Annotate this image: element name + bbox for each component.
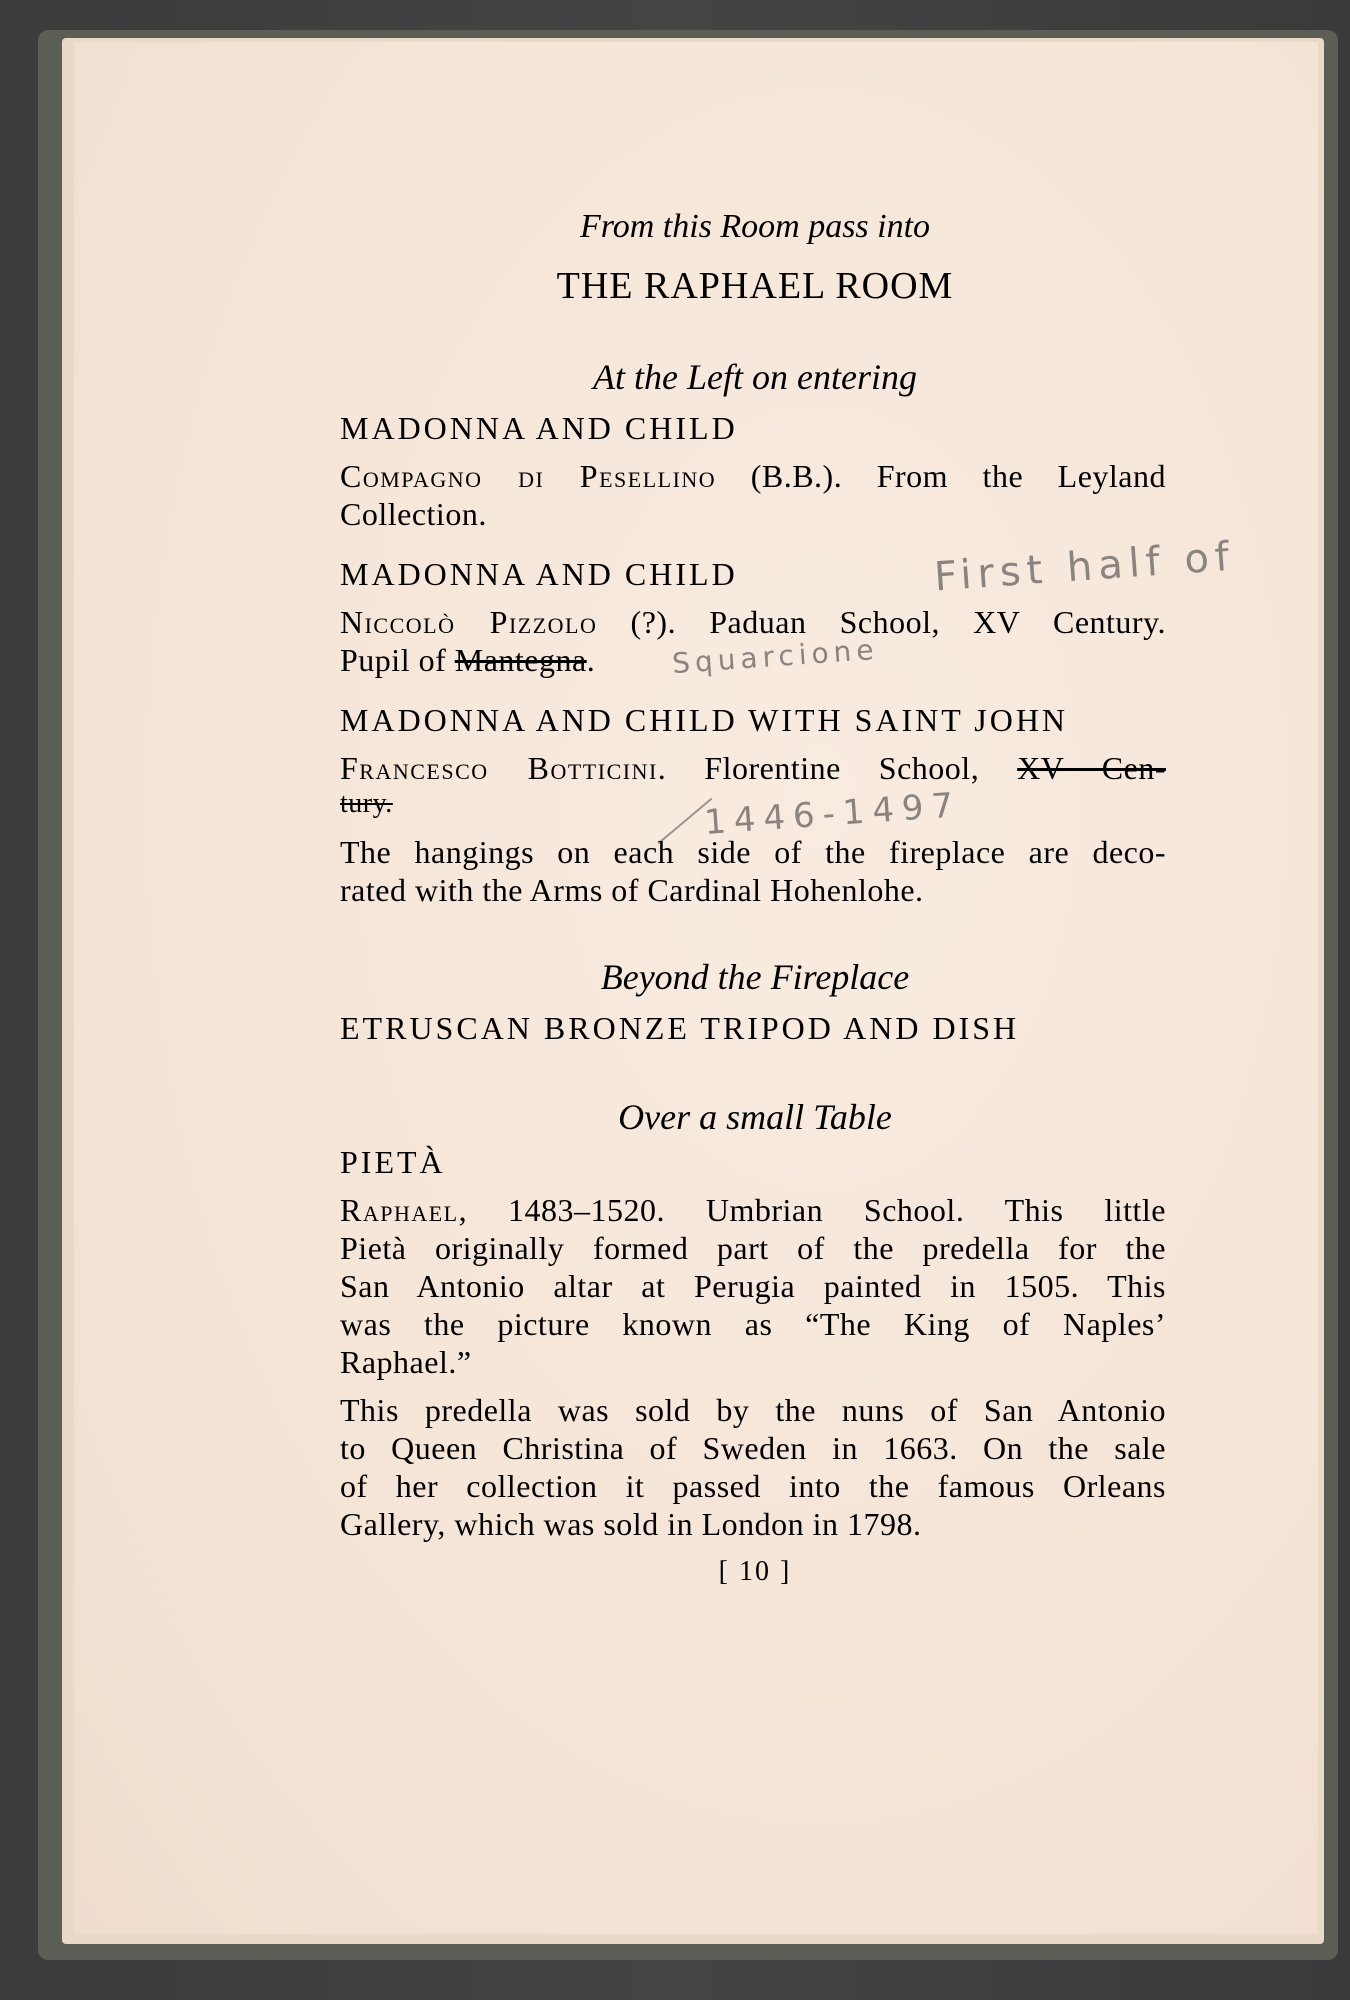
artist-name: Raphael bbox=[340, 1192, 459, 1228]
entry-desc-5-line-2: Pietà originally formed part of the predella for the bbox=[340, 1230, 1166, 1266]
intro-line: From this Room pass into bbox=[579, 208, 931, 245]
entry-title-1: MADONNA AND CHILD bbox=[340, 410, 738, 446]
pupil-prefix: Pupil of bbox=[340, 642, 455, 678]
pencil-annotation-first-half: First half of bbox=[932, 533, 1237, 601]
entry-desc-2b bbox=[340, 642, 595, 679]
pencil-annotation-dates: 1446-1497 bbox=[702, 785, 963, 843]
entry-desc-5-line-3: San Antonio altar at Perugia painted in 1505. This bbox=[340, 1268, 1166, 1304]
artist-name: Francesco Botticini bbox=[340, 750, 658, 786]
artist-name: Niccolò Pizzolo bbox=[340, 604, 598, 640]
struck-text: Mantegna bbox=[454, 642, 587, 678]
artist-name: Compagno di Pesellino bbox=[340, 458, 717, 494]
entry-desc-5-line-1 bbox=[340, 1192, 1166, 1229]
entry-desc-text: (B.B.). From the Leyland bbox=[716, 458, 1166, 494]
entry-desc-3b: tury. bbox=[340, 788, 393, 819]
page-number: [ 10 ] bbox=[718, 1556, 792, 1587]
page-title: THE RAPHAEL ROOM bbox=[556, 265, 954, 307]
entry-desc-5-line-6: This predella was sold by the nuns of San Antonio bbox=[340, 1392, 1166, 1428]
entry-desc-5-line-7: to Queen Christina of Sweden in 1663. On the sale bbox=[340, 1430, 1166, 1466]
entry-title-5: PIETÀ bbox=[340, 1144, 446, 1180]
entry-desc-3 bbox=[340, 750, 1166, 787]
entry-desc-5-line-4: was the picture known as “The King of Naples’ bbox=[340, 1306, 1166, 1342]
entry-desc-5-line-8: of her collection it passed into the famous Orleans bbox=[340, 1468, 1166, 1504]
entry-desc-2 bbox=[340, 604, 1166, 641]
entry-desc-text: (?). Paduan School, XV Century. bbox=[597, 604, 1167, 640]
entry-note-3a: The hangings on each side of the fireplace are deco- bbox=[340, 834, 1166, 870]
entry-desc-1b: Collection. bbox=[340, 496, 487, 532]
struck-text: XV Cen- bbox=[1017, 750, 1166, 786]
entry-title-4: ETRUSCAN BRONZE TRIPOD AND DISH bbox=[340, 1010, 1020, 1046]
pencil-annotation-squarcione: Squarcione bbox=[671, 632, 880, 681]
section-heading-left: At the Left on entering bbox=[593, 357, 917, 397]
pupil-suffix: . bbox=[586, 642, 596, 678]
entry-desc-5-line-9: Gallery, which was sold in London in 1798. bbox=[340, 1506, 922, 1542]
entry-desc-5-line-5: Raphael.” bbox=[340, 1344, 472, 1380]
entry-desc-1 bbox=[340, 458, 1166, 495]
entry-title-3: MADONNA AND CHILD WITH SAINT JOHN bbox=[340, 702, 1069, 738]
entry-title-2: MADONNA AND CHILD bbox=[340, 556, 738, 592]
entry-desc-text: , 1483–1520. Umbrian School. This little bbox=[458, 1192, 1166, 1228]
section-heading-table: Over a small Table bbox=[618, 1097, 892, 1137]
entry-note-3b: rated with the Arms of Cardinal Hohenlohe. bbox=[340, 872, 924, 908]
entry-desc-text: . Florentine School, bbox=[657, 750, 1018, 786]
section-heading-fireplace: Beyond the Fireplace bbox=[600, 957, 910, 997]
